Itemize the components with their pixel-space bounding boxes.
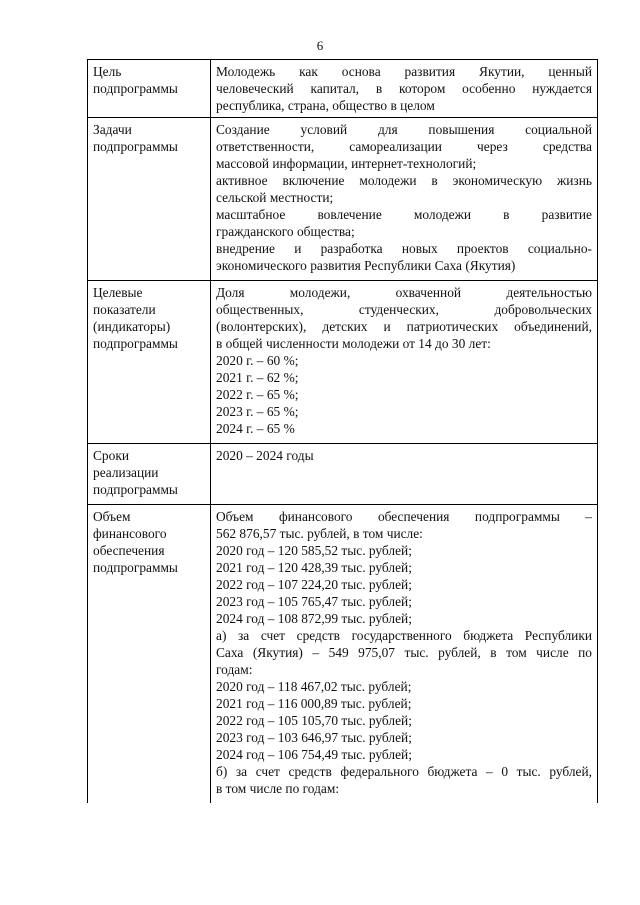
row-content-line: гражданского общества; [216, 224, 355, 239]
row-label-line: (индикаторы) [93, 319, 171, 334]
row-content-line: 562 876,57 тыс. рублей, в том числе: [216, 526, 423, 541]
row-label-line: Сроки [93, 448, 129, 463]
row-content-line: 2021 г. – 62 %; [216, 370, 299, 385]
row-content-line: 2023 год – 103 646,97 тыс. рублей; [216, 730, 412, 745]
row-label-cell [88, 444, 211, 505]
row-content-line: 2024 г. – 65 % [216, 421, 295, 436]
row-label-line: обеспечения [93, 543, 165, 558]
row-content-line: в общей численности молодежи от 14 до 30 лет: [216, 336, 491, 351]
row-content-line: Саха (Якутия) – 549 975,07 тыс. рублей, в том числе по [216, 645, 592, 660]
row-content-line: человеческий капитал, в котором особенно нуждается [216, 81, 592, 96]
row-label-line: показатели [93, 302, 156, 317]
row-content-line: 2024 год – 106 754,49 тыс. рублей; [216, 747, 412, 762]
row-label-line: подпрограммы [93, 336, 178, 351]
row-label-line: финансового [93, 526, 167, 541]
row-content-line: массовой информации, интернет-технологий; [216, 156, 477, 171]
row-content-line: Создание условий для повышения социальной [216, 122, 592, 137]
row-content-line: (волонтерских), детских и патриотических объединений, [216, 319, 592, 334]
row-content-line: Доля молодежи, охваченной деятельностью [216, 285, 592, 300]
row-content-line: 2022 год – 107 224,20 тыс. рублей; [216, 577, 412, 592]
table-row [88, 505, 598, 804]
subprogram-passport-table [87, 59, 598, 803]
page-number: 6 [316, 38, 324, 53]
row-label-line: Задачи [93, 122, 132, 137]
row-label-line: Целевые [93, 285, 143, 300]
row-content-cell [211, 118, 598, 281]
row-label-line: Объем [93, 509, 131, 524]
row-content-line: сельской местности; [216, 190, 334, 205]
row-content-line: б) за счет средств федерального бюджета – 0 тыс. рублей, [216, 764, 592, 779]
row-content-line: а) за счет средств государственного бюджета Республики [216, 628, 592, 643]
row-content-line: активное включение молодежи в экономическую жизнь [216, 173, 592, 188]
table-row [88, 118, 598, 281]
row-content-line: в том числе по годам: [216, 781, 340, 796]
row-content-line: ответственности, самореализации через средства [216, 139, 592, 154]
row-label-line: подпрограммы [93, 81, 178, 96]
row-content-line: 2020 – 2024 годы [216, 448, 314, 463]
row-content-line: Молодежь как основа развития Якутии, ценный [216, 64, 592, 79]
row-content-line: экономического развития Республики Саха (Якутия) [216, 258, 516, 273]
row-content-line: масштабное вовлечение молодежи в развитие [216, 207, 592, 222]
row-label-cell [88, 505, 211, 804]
row-label-line: подпрограммы [93, 482, 178, 497]
table-row [88, 444, 598, 505]
row-content-line: республика, страна, общество в целом [216, 98, 435, 113]
table-row [88, 281, 598, 444]
row-content-line: 2020 год – 120 585,52 тыс. рублей; [216, 543, 412, 558]
row-content-line: Объем финансового обеспечения подпрограммы – [216, 509, 592, 524]
row-content-line: 2022 год – 105 105,70 тыс. рублей; [216, 713, 412, 728]
row-label-cell [88, 60, 211, 118]
row-label-line: подпрограммы [93, 560, 178, 575]
row-content-line: 2022 г. – 65 %; [216, 387, 299, 402]
table-row [88, 60, 598, 118]
row-content-line: внедрение и разработка новых проектов социально- [216, 241, 592, 256]
row-content-line: 2021 год – 120 428,39 тыс. рублей; [216, 560, 412, 575]
row-label-cell [88, 118, 211, 281]
row-content-line: 2020 год – 118 467,02 тыс. рублей; [216, 679, 412, 694]
row-content-line: 2020 г. – 60 %; [216, 353, 299, 368]
row-content-line: 2023 г. – 65 %; [216, 404, 299, 419]
row-content-line: 2024 год – 108 872,99 тыс. рублей; [216, 611, 412, 626]
row-content-cell [211, 505, 598, 804]
row-content-cell [211, 444, 598, 505]
row-content-cell [211, 60, 598, 118]
row-label-line: Цель [93, 64, 122, 79]
row-content-line: 2023 год – 105 765,47 тыс. рублей; [216, 594, 412, 609]
row-content-cell [211, 281, 598, 444]
row-content-line: годам: [216, 662, 253, 677]
row-content-line: 2021 год – 116 000,89 тыс. рублей; [216, 696, 412, 711]
row-label-line: подпрограммы [93, 139, 178, 154]
row-content-line: общественных, студенческих, добровольческих [216, 302, 592, 317]
row-label-line: реализации [93, 465, 159, 480]
row-label-cell [88, 281, 211, 444]
